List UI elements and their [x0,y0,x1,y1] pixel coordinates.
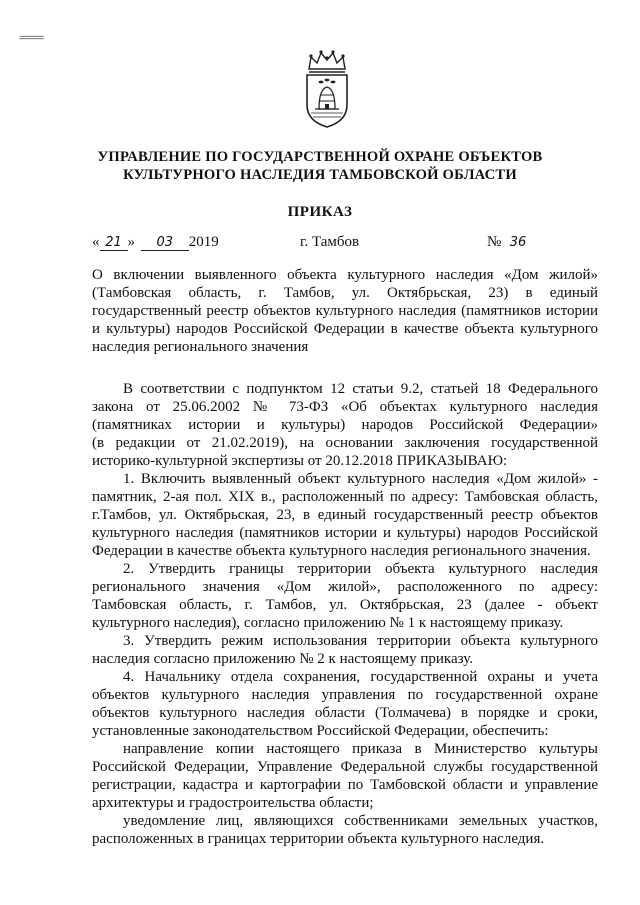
body-line: Тамбовская область, г. Тамбов, ул. Октябрьская, 23 (далее - объект [92,597,598,613]
body-line: наследия согласно приложению № 2 к настоящему приказу. [92,651,473,667]
body-line: 1. Включить выявленный объект культурного наследия «Дом жилой» - [123,471,598,487]
body-line: историко-культурной экспертизы от 20.12.2018 ПРИКАЗЫВАЮ: [92,453,508,469]
body-line: объектов культурного наследия управления по государственной охране [92,687,598,703]
body-line: установленные законодательством Российской Федерации, обеспечить: [92,723,549,739]
body-line: 3. Утвердить режим использования территории объекта культурного [123,633,598,649]
body-line: объектов культурного наследия области (Толмачева) в порядке и сроки, [92,705,598,721]
subject-line: (Тамбовская область, г. Тамбов, ул. Октябрьская, 23) в единый [92,285,598,301]
date-close-quote: » [127,234,135,250]
body-line: Федерации в качестве объекта культурного наследия регионального значения. [92,543,591,559]
subject-line: государственный реестр объектов культурного наследия (памятников истории [92,303,598,319]
number-value: 36 [509,235,527,250]
date-open-quote: « [92,234,100,250]
body-line: культурного наследия), согласно приложению № 1 к настоящему приказу. [92,615,564,631]
subject-line: наследия регионального значения [92,339,309,355]
order-city: г. Тамбов [300,234,360,250]
body-line: архитектуры и градостроительства области; [92,795,374,811]
body-line: В соответствии с подпунктом 12 статьи 9.2, статьей 18 Федерального [123,381,598,397]
subject-line: О включении выявленного объекта культурного наследия «Дом жилой» [92,267,598,283]
scan-mark: ===== [19,33,44,44]
body-line: 4. Начальнику отдела сохранения, государственной охраны и учета [123,669,598,685]
body-line: закона от 25.06.2002 № 73-ФЗ «Об объектах культурного наследия [92,399,598,415]
org-name-line-1: УПРАВЛЕНИЕ ПО ГОСУДАРСТВЕННОЙ ОХРАНЕ ОБЪЕКТОВ [97,149,543,165]
body-line: памятник, 2-ая пол. XIX в., расположенный по адресу: Тамбовская область, [92,489,598,505]
order-number [487,234,531,251]
org-name-line-2: КУЛЬТУРНОГО НАСЛЕДИЯ ТАМБОВСКОЙ ОБЛАСТИ [123,167,517,183]
subject-line: и культуры) народов Российской Федерации в качестве объекта культурного [92,321,598,337]
body-line: 2. Утвердить границы территории объекта культурного наследия [123,561,598,577]
document-title: ПРИКАЗ [287,204,353,220]
number-label: № [487,234,502,250]
date-month: 03 [141,235,189,251]
body-line: (в редакции от 21.02.2019), на основании заключения государственной [92,435,598,451]
date-day: 21 [100,235,128,251]
order-date [92,234,219,251]
body-line: Российской Федерации, Управление Федеральной службы государственной [92,759,598,775]
body-line: уведомление лиц, являющихся собственниками земельных участков, [123,813,598,829]
body-line: регистрации, кадастра и картографии по Тамбовской области и управление [92,777,598,793]
order-body [92,380,598,848]
date-year: 2019 [188,234,219,250]
body-line: г.Тамбов, ул. Октябрьская, 23, в единый государственный реестр объектов [92,507,598,523]
body-line: регионального значения «Дом жилой», расположенного по адресу: [92,579,598,595]
body-line: направление копии настоящего приказа в Министерство культуры [123,741,598,757]
order-subject [92,266,598,356]
body-line: (памятниках истории и культуры) народов Российской Федерации» [92,417,598,433]
body-line: культурного наследия (памятников истории и культуры) народов Российской [92,525,598,541]
body-line: расположенных в границах территории объекта культурного наследия. [92,831,545,847]
coat-of-arms-icon [299,47,355,129]
